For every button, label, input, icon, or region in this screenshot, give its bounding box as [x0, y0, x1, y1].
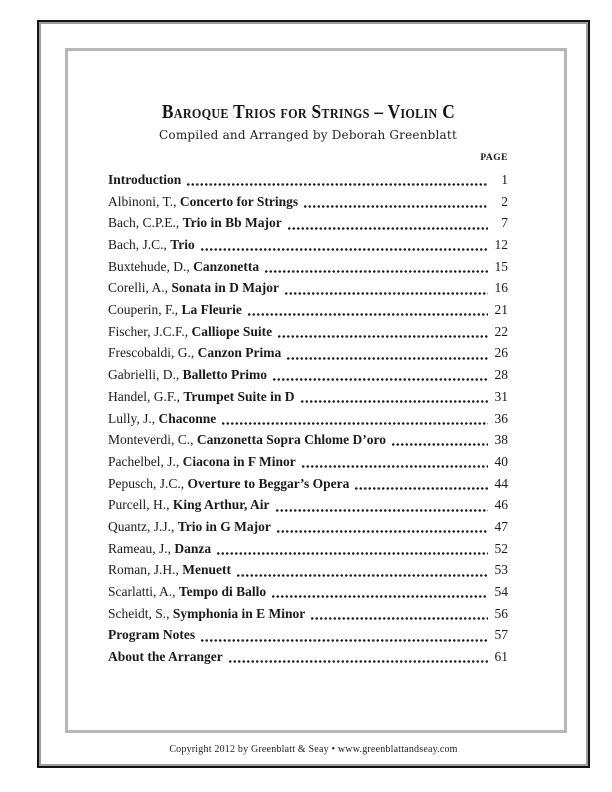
toc-entry-work: Concerto for Strings [179, 193, 299, 209]
toc-page-number: 52 [494, 540, 508, 556]
toc-entry-composer: Bach, C.P.E., [108, 215, 183, 231]
toc-entry-work: Trio in Bb Major [182, 215, 282, 231]
toc-entry-work: Balletto Primo [182, 367, 267, 383]
toc-entry-label [108, 364, 267, 386]
toc-entry-label [108, 321, 272, 343]
dot-leader [270, 581, 488, 603]
toc-entry-composer: Rameau, J., [108, 540, 175, 556]
page-frame-outer [37, 20, 590, 768]
toc-entry [108, 516, 508, 538]
toc-list [108, 169, 508, 668]
toc-page-number: 56 [494, 605, 508, 621]
toc-entry-composer: Handel, G.F., [108, 388, 184, 404]
dot-leader [220, 408, 488, 430]
toc-page-number: 15 [494, 258, 508, 274]
toc-page-number: 36 [494, 410, 508, 426]
toc-entry-composer: Quantz, J.J., [108, 518, 178, 534]
toc-entry-label [108, 451, 296, 473]
toc-entry [108, 343, 508, 365]
dot-leader [276, 321, 488, 343]
dot-leader [353, 473, 488, 495]
toc-entry-work: Program Notes [108, 627, 196, 643]
toc-entry-work: Trumpet Suite in D [183, 388, 295, 404]
toc-entry-composer: Pachelbel, J., [108, 453, 183, 469]
dot-leader [185, 169, 488, 191]
toc-entry-work: King Arthur, Air [172, 497, 270, 513]
toc-entry-work: Trio [170, 237, 195, 253]
toc-entry [108, 256, 508, 278]
toc-page-number: 12 [494, 237, 508, 253]
toc-entry-composer: Corelli, A., [108, 280, 172, 296]
dot-leader [275, 516, 488, 538]
toc-entry-work: La Fleurie [181, 302, 242, 318]
toc-entry [108, 603, 508, 625]
toc-entry-label [108, 408, 216, 430]
toc-entry-label [108, 299, 242, 321]
page-title: Baroque Trios for Strings – Violin C [161, 101, 455, 123]
toc-entry-composer: Frescobaldi, G., [108, 345, 198, 361]
toc-entry [108, 473, 508, 495]
toc-page-number: 47 [494, 518, 508, 534]
toc-entry [108, 234, 508, 256]
toc-entry [108, 299, 508, 321]
dot-leader [199, 234, 488, 256]
toc-entry-label [108, 603, 305, 625]
toc-entry-label [108, 581, 266, 603]
toc-entry-label [108, 646, 223, 668]
toc-page-number: 1 [501, 171, 508, 187]
toc-entry-work: Sonata in D Major [171, 280, 279, 296]
toc-entry-work: Menuett [182, 562, 231, 578]
toc-page-number: 57 [494, 627, 508, 643]
toc-entry [108, 494, 508, 516]
toc-entry [108, 624, 508, 646]
page-column-label: PAGE [480, 153, 508, 163]
toc-page-number: 22 [494, 323, 508, 339]
toc-entry-composer: Gabrielli, D., [108, 367, 183, 383]
toc-page-number: 44 [494, 475, 508, 491]
toc-entry-work: Canzonetta [193, 258, 260, 274]
toc-page-number: 54 [494, 584, 508, 600]
toc-entry-composer: Fischer, J.C.F., [108, 323, 192, 339]
dot-leader [215, 538, 488, 560]
toc-entry-composer: Buxtehude, D., [108, 258, 194, 274]
dot-leader [285, 343, 488, 365]
dot-leader [271, 364, 488, 386]
toc-entry-work: Canzonetta Sopra Chlome D’oro [196, 432, 386, 448]
toc-entry-composer: Roman, J.H., [108, 562, 183, 578]
toc-entry [108, 429, 508, 451]
toc-entry-label [108, 516, 271, 538]
dot-leader [390, 429, 488, 451]
toc-entry-label [108, 559, 231, 581]
toc-entry-label [108, 624, 195, 646]
toc-page-number: 61 [494, 649, 508, 665]
toc-entry-composer: Couperin, F., [108, 302, 182, 318]
toc-entry [108, 364, 508, 386]
toc-entry-label [108, 212, 282, 234]
toc-entry [108, 277, 508, 299]
toc-entry-label [108, 191, 298, 213]
dot-leader [227, 646, 488, 668]
page-subtitle: Compiled and Arranged by Deborah Greenblatt [159, 128, 457, 142]
toc-entry [108, 538, 508, 560]
dot-leader [300, 451, 488, 473]
toc-entry-work: Trio in G Major [177, 518, 271, 534]
toc-entry-work: Canzon Prima [197, 345, 282, 361]
toc-entry-composer: Albinoni, T., [108, 193, 180, 209]
page-title-row [108, 100, 508, 126]
toc-entry-work: Danza [174, 540, 212, 556]
toc-entry-label [108, 234, 195, 256]
toc-entry-work: Calliope Suite [191, 323, 273, 339]
toc-entry-label [108, 538, 211, 560]
toc-entry-work: Introduction [108, 171, 182, 187]
dot-leader [309, 603, 488, 625]
dot-leader [299, 386, 488, 408]
footer-copyright: Copyright 2012 by Greenblatt & Seay • www.greenblattandseay.com [169, 744, 458, 755]
toc-page-number: 31 [494, 388, 508, 404]
toc-entry-label [108, 277, 279, 299]
toc-entry-composer: Bach, J.C., [108, 237, 171, 253]
toc-entry-label [108, 429, 386, 451]
toc-entry-composer: Scarlatti, A., [108, 584, 179, 600]
toc-entry [108, 169, 508, 191]
toc-entry-work: Tempo di Ballo [178, 584, 267, 600]
toc-entry-composer: Lully, J., [108, 410, 159, 426]
toc-page-number: 21 [494, 302, 508, 318]
dot-leader [286, 212, 488, 234]
toc-entry-work: About the Arranger [108, 649, 223, 665]
toc-entry [108, 581, 508, 603]
toc-entry-work: Ciacona in F Minor [182, 453, 296, 469]
toc-entry-work: Overture to Beggar’s Opera [187, 475, 350, 491]
toc-entry [108, 386, 508, 408]
toc-page-content [108, 51, 508, 668]
toc-entry-label [108, 169, 181, 191]
toc-entry [108, 559, 508, 581]
dot-leader [283, 277, 488, 299]
dot-leader [199, 624, 488, 646]
dot-leader [274, 494, 488, 516]
toc-page-number: 38 [494, 432, 508, 448]
toc-entry-composer: Scheidt, S., [108, 605, 173, 621]
toc-entry-work: Symphonia in E Minor [172, 605, 306, 621]
toc-page-number: 7 [501, 215, 508, 231]
dot-leader [263, 256, 488, 278]
toc-entry-label [108, 494, 270, 516]
toc-entry-label [108, 256, 259, 278]
toc-entry [108, 212, 508, 234]
toc-page-number: 40 [494, 453, 508, 469]
toc-page-number: 46 [494, 497, 508, 513]
toc-entry-composer: Pepusch, J.C., [108, 475, 188, 491]
dot-leader [246, 299, 488, 321]
toc-page-number: 53 [494, 562, 508, 578]
toc-entry [108, 646, 508, 668]
toc-entry [108, 191, 508, 213]
toc-page-number: 26 [494, 345, 508, 361]
toc-entry-composer: Monteverdi, C., [108, 432, 197, 448]
dot-leader [302, 191, 488, 213]
toc-entry-composer: Purcell, H., [108, 497, 173, 513]
toc-entry-label [108, 386, 295, 408]
toc-entry [108, 408, 508, 430]
toc-entry [108, 321, 508, 343]
toc-entry-work: Chaconne [158, 410, 217, 426]
toc-page-number: 2 [501, 193, 508, 209]
page-frame-inner [65, 48, 567, 733]
toc-entry-label [108, 342, 281, 364]
toc-entry-label [108, 473, 349, 495]
toc-page-number: 28 [494, 367, 508, 383]
dot-leader [235, 559, 488, 581]
toc-page-number: 16 [494, 280, 508, 296]
toc-entry [108, 451, 508, 473]
